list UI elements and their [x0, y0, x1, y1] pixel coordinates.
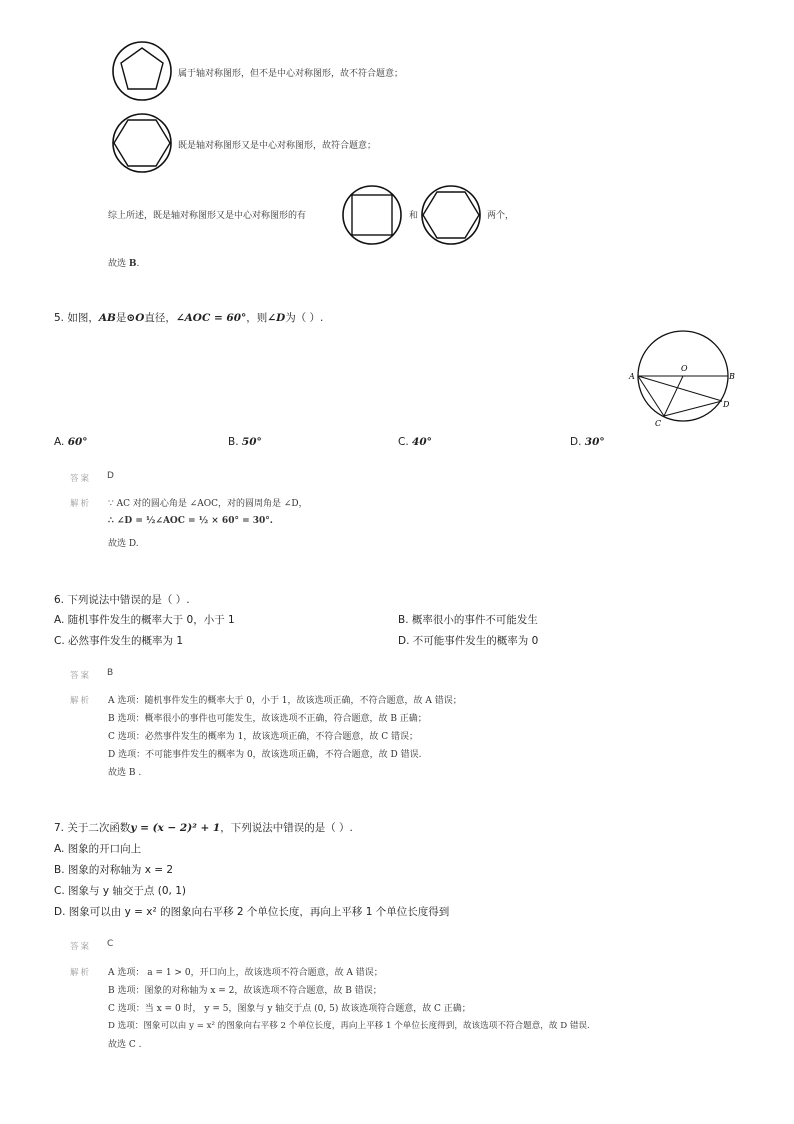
- q5-answer: D: [107, 471, 114, 481]
- circle-geometry-diagram: [622, 326, 746, 430]
- q5-answer-label: 答案: [70, 474, 92, 484]
- q6-answer-label: 答案: [70, 671, 92, 681]
- q6-option-d[interactable]: D. 不可能事件发生的概率为 0: [398, 635, 539, 647]
- summary-suffix: 两个，: [487, 211, 515, 221]
- q6-stem: 6. 下列说法中错误的是（ ）.: [54, 594, 190, 606]
- q7-answer: C: [107, 939, 114, 949]
- q4-conclusion: 故选 B.: [108, 259, 140, 269]
- pentagon-explanation: 属于轴对称图形，但不是中心对称图形，故不符合题意；: [178, 69, 404, 79]
- q5-analysis-label: 解析: [70, 499, 92, 509]
- q5-option-a[interactable]: A. 60°: [54, 436, 88, 448]
- q6-answer: B: [107, 668, 114, 678]
- q5-option-d[interactable]: D. 30°: [570, 436, 605, 448]
- label-o: O: [681, 364, 688, 373]
- q5-option-c[interactable]: C. 40°: [398, 436, 432, 448]
- summary-and: 和: [409, 211, 419, 221]
- q5-analysis-line-3: 故选 D.: [108, 539, 139, 549]
- q7-analysis-line-2: B 选项：图象的对称轴为 x = 2，故该选项不符合题意，故 B 错误；: [108, 986, 382, 996]
- q6-option-b[interactable]: B. 概率很小的事件不可能发生: [398, 614, 538, 626]
- q7-analysis-label: 解析: [70, 968, 92, 978]
- q6-analysis-line-3: C 选项：必然事件发生的概率为 1，故该选项正确，不符合题意，故 C 错误；: [108, 732, 418, 742]
- q7-stem: 7. 关于二次函数y = (x − 2)² + 1，下列说法中错误的是（ ）.: [54, 822, 353, 834]
- pentagon-in-circle-figure: [111, 40, 173, 102]
- q5-option-b[interactable]: B. 50°: [228, 436, 262, 448]
- q7-analysis-line-4: D 选项：图象可以由 y = x² 的图象向右平移 2 个单位长度，再向上平移 1 个单位长度得到，故该选项不符合题意，故 D 错误.: [108, 1021, 590, 1031]
- q6-analysis-label: 解析: [70, 696, 92, 706]
- hexagon-explanation: 既是轴对称图形又是中心对称图形，故符合题意；: [178, 141, 377, 151]
- q6-option-c[interactable]: C. 必然事件发生的概率为 1: [54, 635, 184, 647]
- summary-prefix: 综上所述，既是轴对称图形又是中心对称图形的有: [108, 211, 307, 221]
- label-d: D: [723, 400, 730, 409]
- q7-option-a[interactable]: A. 图象的开口向上: [54, 843, 142, 855]
- label-c: C: [655, 419, 662, 428]
- q7-answer-label: 答案: [70, 942, 92, 952]
- hexagon-in-circle-figure-2: [420, 184, 482, 246]
- q5-analysis-line-2: ∴ ∠D = ½∠AOC = ½ × 60° = 30°.: [108, 516, 273, 526]
- label-b: B: [729, 372, 735, 381]
- q6-analysis-line-4: D 选项：不可能事件发生的概率为 0，故该选项正确，不符合题意，故 D 错误.: [108, 750, 422, 760]
- q7-analysis-line-1: A 选项： a = 1 > 0，开口向上，故该选项不符合题意，故 A 错误；: [108, 968, 383, 978]
- q7-option-c[interactable]: C. 图象与 y 轴交于点 (0, 1): [54, 885, 186, 897]
- q6-analysis-line-1: A 选项：随机事件发生的概率大于 0，小于 1，故该选项正确，不符合题意，故 A 错误；: [108, 696, 462, 706]
- label-a: A: [629, 372, 635, 381]
- q6-analysis-line-5: 故选 B .: [108, 768, 142, 778]
- square-in-circle-figure: [341, 184, 403, 246]
- q7-analysis-line-3: C 选项：当 x = 0 时， y = 5，图象与 y 轴交于点 (0, 5) 故该选项符合题意，故 C 正确；: [108, 1004, 471, 1014]
- q5-analysis-line-1: ∵ AC 对的圆心角是 ∠AOC，对的圆周角是 ∠D，: [108, 499, 308, 509]
- q6-analysis-line-2: B 选项：概率很小的事件也可能发生，故该选项不正确，符合题意，故 B 正确；: [108, 714, 427, 724]
- q7-option-b[interactable]: B. 图象的对称轴为 x = 2: [54, 864, 174, 876]
- q7-analysis-line-5: 故选 C .: [108, 1040, 142, 1050]
- q5-stem: 5. 如图，AB是⊙O直径，∠AOC = 60°，则∠D为（ ）.: [54, 312, 324, 324]
- q6-option-a[interactable]: A. 随机事件发生的概率大于 0，小于 1: [54, 614, 235, 626]
- hexagon-in-circle-figure: [111, 112, 173, 174]
- q7-option-d[interactable]: D. 图象可以由 y = x² 的图象向右平移 2 个单位长度，再向上平移 1 个单位长度得到: [54, 906, 450, 918]
